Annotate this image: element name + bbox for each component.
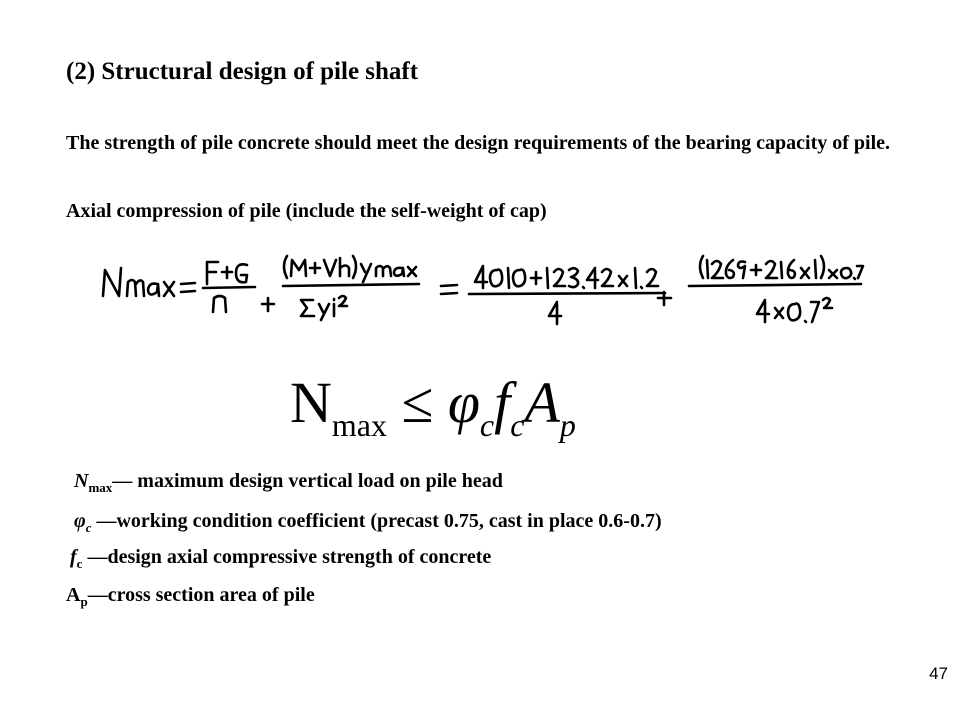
- formula-f: f: [494, 370, 511, 435]
- main-formula: [290, 368, 576, 446]
- slide-title: (2) Structural design of pile shaft: [66, 58, 419, 85]
- formula-n: N: [290, 370, 332, 435]
- formula-phi-subscript: c: [479, 407, 495, 443]
- definition-text: —working condition coefficient (precast 0.75, cast in place 0.6-0.7): [91, 510, 662, 532]
- definition-symbol: φ: [74, 510, 86, 532]
- definition-symbol: A: [66, 584, 81, 606]
- definition-ap: [66, 584, 315, 607]
- formula-phi: φ: [447, 370, 480, 435]
- formula-relation: ≤: [401, 370, 434, 435]
- definition-subscript: p: [80, 594, 88, 609]
- definition-symbol: N: [74, 470, 89, 492]
- definition-fc: [70, 546, 491, 569]
- formula-n-subscript: max: [331, 407, 387, 443]
- formula-a-subscript: p: [559, 407, 576, 443]
- page-number: 47: [929, 664, 948, 683]
- definition-phi-c: [74, 510, 662, 533]
- handwritten-formula-image: [95, 238, 865, 348]
- paragraph-strength: The strength of pile concrete should meet the design requirements of the bearing capacity of pile.: [66, 132, 891, 154]
- definition-text: — maximum design vertical load on pile head: [112, 470, 503, 492]
- definition-nmax: [74, 470, 503, 493]
- definition-text: —design axial compressive strength of concrete: [82, 546, 492, 568]
- formula-f-subscript: c: [510, 407, 525, 443]
- definition-subscript: c: [85, 520, 92, 535]
- definition-text: —cross section area of pile: [87, 584, 315, 606]
- definition-symbol: f: [70, 546, 77, 568]
- definition-subscript: max: [88, 480, 113, 495]
- paragraph-axial-compression: Axial compression of pile (include the self-weight of cap): [66, 200, 547, 222]
- definition-subscript: c: [76, 556, 83, 571]
- formula-a: A: [524, 370, 560, 435]
